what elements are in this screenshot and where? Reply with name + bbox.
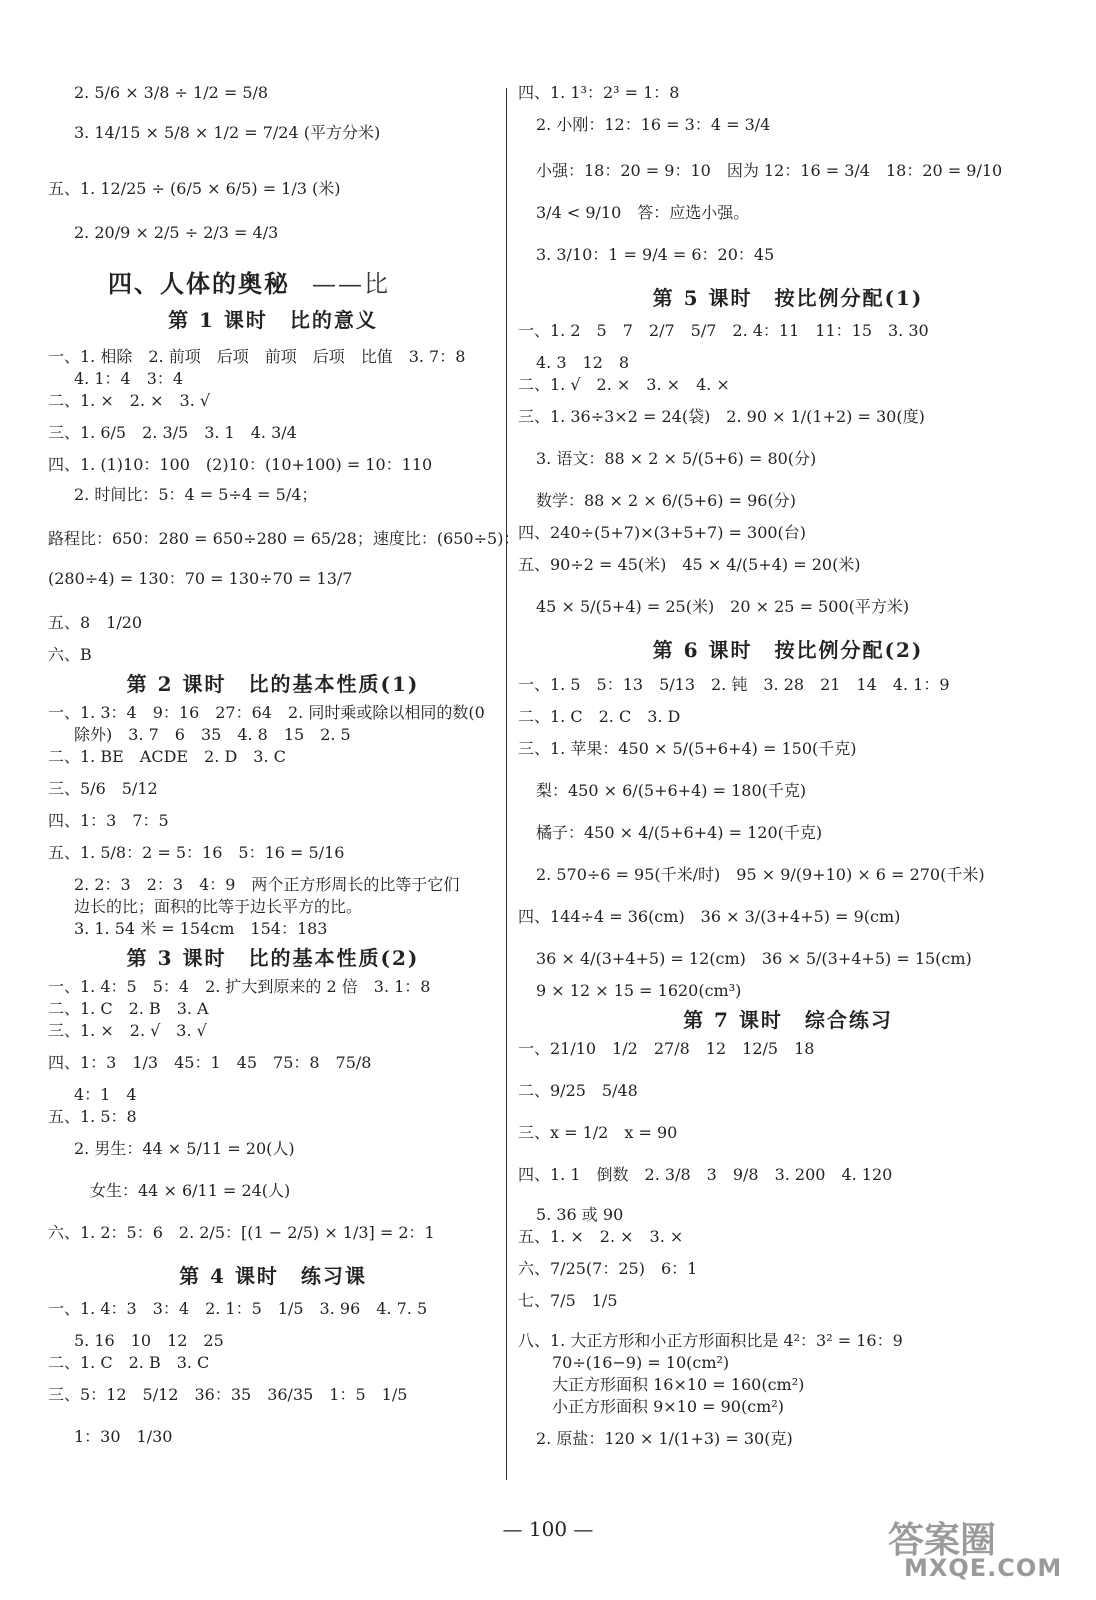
watermark-logo: [888, 1512, 1078, 1586]
answer-line: 四、1. (1)10：100 (2)10：(10+100) = 10：110: [48, 455, 433, 474]
answer-line: 2. 570÷6 = 95(千米/时) 95 × 9/(9+10) × 6 = 270(千米): [536, 865, 985, 884]
answer-line: 三、5：12 5/12 36：35 36/35 1：5 1/5: [48, 1385, 408, 1404]
unit-title: [108, 264, 390, 299]
answer-line: 三、1. 36÷3×2 = 24(袋) 2. 90 × 1/(1+2) = 30(度): [518, 407, 925, 426]
answer-line: 3. 1. 54 米 = 154cm 154：183: [74, 919, 328, 938]
unit-title-sub: ——比: [312, 270, 390, 298]
answer-line: 五、1. 5/8：2 = 5：16 5：16 = 5/16: [48, 843, 345, 862]
answer-line: 五、1. 12/25 ÷ (6/5 × 6/5) = 1/3 (米): [48, 179, 341, 198]
answer-line: 二、1. C 2. B 3. A: [48, 999, 209, 1018]
answer-line: 3/4 < 9/10 答：应选小强。: [536, 203, 750, 222]
answer-line: 一、1. 4：3 3：4 2. 1：5 1/5 3. 96 4. 7. 5: [48, 1299, 428, 1318]
page-number: — 100 —: [502, 1517, 594, 1541]
answer-line: 橘子：450 × 4/(5+6+4) = 120(千克): [536, 823, 823, 842]
answer-line: 三、1. × 2. √ 3. √: [48, 1021, 207, 1040]
answer-line: 一、1. 5 5：13 5/13 2. 钝 3. 28 21 14 4. 1：9: [518, 675, 950, 694]
answer-line: 9 × 12 × 15 = 1620(cm³): [536, 981, 742, 1000]
answer-line: 2. 5/6 × 3/8 ÷ 1/2 = 5/8: [74, 83, 269, 102]
answer-line: 4. 1：4 3：4: [74, 369, 184, 388]
answer-line: 四、240÷(5+7)×(3+5+7) = 300(台): [518, 523, 807, 542]
answer-line: 八、1. 大正方形和小正方形面积比是 4²：3² = 16：9: [518, 1331, 903, 1350]
answer-line: 五、1. × 2. × 3. ×: [518, 1227, 684, 1246]
answer-line: 一、1. 4：5 5：4 2. 扩大到原来的 2 倍 3. 1：8: [48, 977, 431, 996]
answer-line: 3. 语文：88 × 2 × 5/(5+6) = 80(分): [536, 449, 817, 468]
answer-line: 路程比：650：280 = 650÷280 = 65/28；速度比：(650÷5)：: [48, 529, 520, 548]
answer-line: 二、1. × 2. × 3. √: [48, 391, 211, 410]
answer-line: 六、B: [48, 645, 92, 664]
answer-line: 五、1. 5：8: [48, 1107, 137, 1126]
answer-line: 三、x = 1/2 x = 90: [518, 1123, 678, 1142]
answer-line: 女生：44 × 6/11 = 24(人): [90, 1181, 291, 1200]
answer-line: 36 × 4/(3+4+5) = 12(cm) 36 × 5/(3+4+5) = 15(cm): [536, 949, 972, 968]
answer-line: 数学：88 × 2 × 6/(5+6) = 96(分): [536, 491, 796, 510]
answer-line: 2. 2：3 2：3 4：9 两个正方形周长的比等于它们: [74, 875, 460, 894]
lesson-heading: 第 2 课时 比的基本性质(1): [126, 672, 420, 696]
answer-line: 四、1：3 7：5: [48, 811, 169, 830]
answer-line: 2. 男生：44 × 5/11 = 20(人): [74, 1139, 295, 1158]
answer-line: 一、1. 3：4 9：16 27：64 2. 同时乘或除以相同的数(0: [48, 703, 485, 722]
answer-line: 四、1. 1 倒数 2. 3/8 3 9/8 3. 200 4. 120: [518, 1165, 893, 1184]
answer-line: 二、9/25 5/48: [518, 1081, 638, 1100]
answer-line: 二、1. C 2. B 3. C: [48, 1353, 210, 1372]
answer-line: 70÷(16−9) = 10(cm²): [552, 1353, 730, 1372]
answer-line: 4：1 4: [74, 1085, 137, 1104]
lesson-heading: 第 3 课时 比的基本性质(2): [126, 946, 420, 970]
answer-line: 5. 36 或 90: [536, 1205, 624, 1224]
answer-line: 小强：18：20 = 9：10 因为 12：16 = 3/4 18：20 = 9/10: [536, 161, 1003, 180]
answer-line: 三、1. 苹果：450 × 5/(5+6+4) = 150(千克): [518, 739, 857, 758]
answer-line: 六、7/25(7：25) 6：1: [518, 1259, 698, 1278]
answer-line: 四、1：3 1/3 45：1 45 75：8 75/8: [48, 1053, 372, 1072]
lesson-heading: 第 4 课时 练习课: [179, 1264, 367, 1288]
lesson-heading: 第 7 课时 综合练习: [683, 1008, 893, 1032]
answer-line: 2. 20/9 × 2/5 ÷ 2/3 = 4/3: [74, 223, 279, 242]
answer-line: 三、5/6 5/12: [48, 779, 158, 798]
watermark-url: MXQE.COM: [904, 1554, 1063, 1582]
answer-line: 1：30 1/30: [74, 1427, 173, 1446]
answer-line: 五、8 1/20: [48, 613, 143, 632]
answer-line: 二、1. C 2. C 3. D: [518, 707, 681, 726]
answer-line: 2. 原盐：120 × 1/(1+3) = 30(克): [536, 1429, 793, 1448]
answer-line: 四、1. 1³：2³ = 1：8: [518, 83, 680, 102]
lesson-heading: 第 6 课时 按比例分配(2): [652, 638, 924, 662]
answer-line: 3. 3/10：1 = 9/4 = 6：20：45: [536, 245, 775, 264]
answer-line: 一、1. 相除 2. 前项 后项 前项 后项 比值 3. 7：8: [48, 347, 466, 366]
answer-line: 三、1. 6/5 2. 3/5 3. 1 4. 3/4: [48, 423, 297, 442]
answer-line: 边长的比；面积的比等于边长平方的比。: [74, 897, 363, 916]
answer-line: 2. 时间比：5：4 = 5÷4 = 5/4；: [74, 485, 318, 504]
answer-line: 一、1. 2 5 7 2/7 5/7 2. 4：11 11：15 3. 30: [518, 321, 929, 340]
lesson-heading: 第 5 课时 按比例分配(1): [652, 286, 924, 310]
answer-line: 四、144÷4 = 36(cm) 36 × 3/(3+4+5) = 9(cm): [518, 907, 901, 926]
answer-line: 五、90÷2 = 45(米) 45 × 4/(5+4) = 20(米): [518, 555, 861, 574]
answer-line: 七、7/5 1/5: [518, 1291, 618, 1310]
answer-line: 4. 3 12 8: [536, 353, 630, 372]
answer-line: 45 × 5/(5+4) = 25(米) 20 × 25 = 500(平方米): [536, 597, 910, 616]
answer-line: 3. 14/15 × 5/8 × 1/2 = 7/24 (平方分米): [74, 123, 381, 142]
answer-line: 一、21/10 1/2 27/8 12 12/5 18: [518, 1039, 815, 1058]
answer-line: 梨：450 × 6/(5+6+4) = 180(千克): [536, 781, 807, 800]
column-divider: [506, 88, 507, 1480]
answer-line: 小正方形面积 9×10 = 90(cm²): [552, 1397, 785, 1416]
answer-line: 2. 小刚：12：16 = 3：4 = 3/4: [536, 115, 771, 134]
answer-line: (280÷4) = 130：70 = 130÷70 = 13/7: [48, 569, 353, 588]
answer-line: 5. 16 10 12 25: [74, 1331, 224, 1350]
answer-line: 除外) 3. 7 6 35 4. 8 15 2. 5: [74, 725, 351, 744]
answer-line: 大正方形面积 16×10 = 160(cm²): [552, 1375, 805, 1394]
answer-line: 二、1. √ 2. × 3. × 4. ×: [518, 375, 730, 394]
watermark-text: 答案圈: [888, 1520, 997, 1561]
unit-title-main: 四、人体的奥秘: [108, 269, 290, 298]
answer-line: 二、1. BE ACDE 2. D 3. C: [48, 747, 286, 766]
lesson-heading: 第 1 课时 比的意义: [168, 308, 378, 332]
answer-line: 六、1. 2：5：6 2. 2/5：[(1 − 2/5) × 1/3] = 2：1: [48, 1223, 435, 1242]
